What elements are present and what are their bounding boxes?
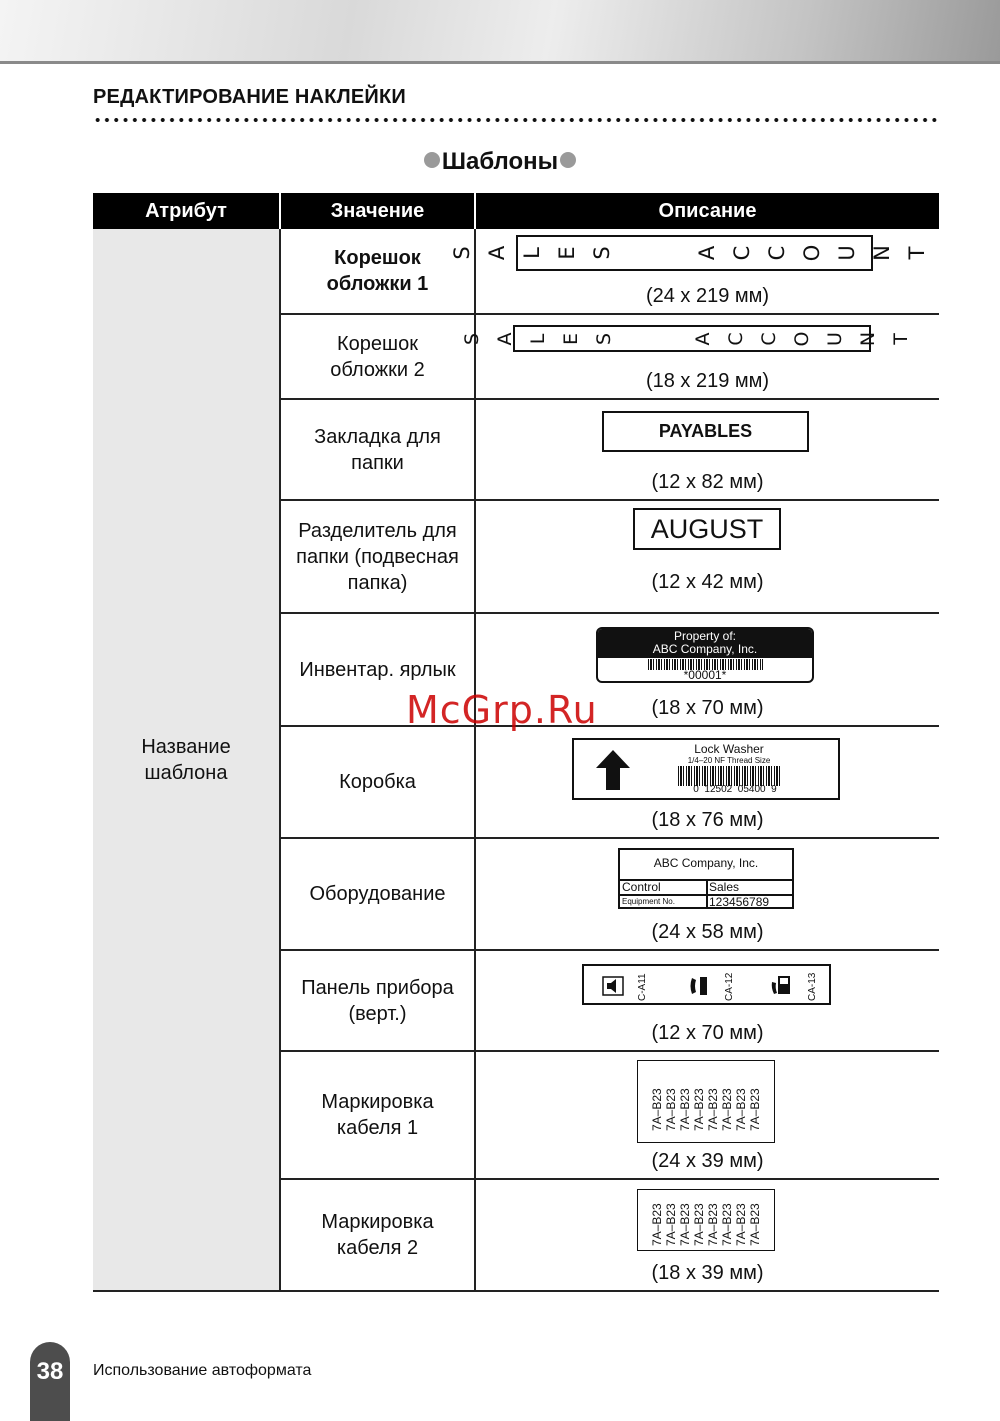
- label-size: (12 x 70 мм): [651, 1022, 764, 1044]
- footer-text: Использование автоформата: [93, 1362, 312, 1379]
- subtitle-text: Шаблоны: [441, 148, 559, 175]
- panel-code: CA-12: [724, 972, 735, 1001]
- panel-code: C-A11: [637, 973, 648, 1001]
- cable-text: 7A–B23: [692, 1203, 706, 1246]
- label-size: (18 x 219 мм): [645, 370, 770, 392]
- description-cell: [475, 726, 939, 838]
- box-digits: 0 12502 05400 9: [693, 784, 777, 795]
- value-cell: Закладка для папки: [280, 399, 475, 500]
- cable-text: 7A–B23: [706, 1088, 720, 1131]
- equipment-company: ABC Company, Inc.: [653, 856, 759, 870]
- label-sample-box: [572, 738, 840, 800]
- label-size: (12 x 82 мм): [651, 471, 764, 493]
- box-title: Lock Washer: [694, 742, 764, 756]
- arrow-up-icon: [596, 750, 630, 790]
- label-size: (12 x 42 мм): [651, 571, 764, 593]
- cable-text: 7A–B23: [678, 1203, 692, 1246]
- cable-text: 7A–B23: [664, 1088, 678, 1131]
- label-sample-cable-2: [637, 1189, 775, 1251]
- value-cell: Маркировка кабеля 2: [280, 1179, 475, 1291]
- label-sample-equipment: [618, 848, 794, 909]
- asset-line-2: ABC Company, Inc.: [652, 642, 758, 656]
- sample-text: SALES ACCOUNT: [461, 327, 923, 350]
- cable-text: 7A–B23: [664, 1203, 678, 1246]
- value-cell: Коробка: [280, 726, 475, 838]
- column-header: Атрибут: [93, 193, 280, 229]
- phone-icon: [688, 975, 710, 997]
- cable-text: 7A–B23: [650, 1203, 664, 1246]
- label-size: (24 x 58 мм): [651, 921, 764, 943]
- watermark: McGrp.Ru: [406, 688, 598, 732]
- fax-icon: [770, 974, 794, 998]
- cable-text: 7A–B23: [734, 1203, 748, 1246]
- column-header: Описание: [475, 193, 939, 229]
- column-header: Значение: [280, 193, 475, 229]
- cable-text: 7A–B23: [748, 1203, 762, 1246]
- description-cell: [475, 1051, 939, 1179]
- panel-code: CA-13: [807, 972, 818, 1001]
- label-sample-panel: [582, 964, 831, 1005]
- asset-line-1: Property of:: [673, 629, 737, 643]
- description-cell: [461, 314, 939, 399]
- cable-text: 7A–B23: [706, 1203, 720, 1246]
- label-sample-bookmark: PAYABLES: [602, 411, 809, 452]
- cable-text: 7A–B23: [748, 1088, 762, 1131]
- label-sample-asset-tag: [596, 627, 814, 683]
- cable-text: 7A–B23: [720, 1088, 734, 1131]
- value-cell: Оборудование: [280, 838, 475, 950]
- equipment-control: Control: [622, 880, 661, 894]
- page-number: 38: [30, 1342, 70, 1421]
- value-cell: Панель прибора (верт.): [280, 950, 475, 1051]
- label-size: (18 x 39 мм): [651, 1262, 764, 1284]
- equipment-sales: Sales: [709, 880, 740, 894]
- description-cell: [475, 500, 939, 613]
- attribute-cell: [93, 229, 280, 1291]
- speaker-icon: [602, 976, 624, 996]
- sample-text: SALES ACCOUNT: [449, 241, 940, 265]
- bullet-icon: [424, 152, 440, 168]
- asset-code: *00001*: [683, 668, 727, 682]
- description-cell: [475, 1179, 939, 1291]
- equipment-number: 123456789: [709, 895, 770, 909]
- box-subtitle: 1/4–20 NF Thread Size: [687, 756, 771, 765]
- cable-text: 7A–B23: [692, 1088, 706, 1131]
- value-cell: Разделитель для папки (подвесная папка): [280, 500, 475, 613]
- description-cell: [475, 950, 939, 1051]
- templates-table: [93, 193, 939, 1292]
- section-title: РЕДАКТИРОВАНИЕ НАКЛЕЙКИ: [93, 86, 406, 108]
- cable-text: 7A–B23: [678, 1088, 692, 1131]
- label-sample-spine-2: [461, 325, 923, 352]
- barcode-icon: [678, 766, 782, 786]
- attribute-label: Название шаблона: [141, 735, 231, 784]
- equipment-no-label: Equipment No.: [622, 897, 675, 906]
- cable-text: 7A–B23: [720, 1203, 734, 1246]
- value-cell: Корешок обложки 1: [280, 229, 475, 314]
- description-cell: [475, 838, 939, 950]
- label-sample-divider: AUGUST: [633, 508, 781, 550]
- value-cell: Инвентар. ярлык: [280, 613, 475, 726]
- label-size: (18 x 70 мм): [651, 697, 764, 719]
- label-sample-cable-1: [637, 1060, 775, 1143]
- description-cell: [475, 399, 939, 500]
- label-size: (18 x 76 мм): [651, 809, 764, 831]
- label-size: (24 x 219 мм): [645, 285, 770, 307]
- value-cell: Корешок обложки 2: [280, 314, 475, 399]
- cable-text: 7A–B23: [734, 1088, 748, 1131]
- value-cell: Маркировка кабеля 1: [280, 1051, 475, 1179]
- label-size: (24 x 39 мм): [651, 1150, 764, 1172]
- cable-text: 7A–B23: [650, 1088, 664, 1131]
